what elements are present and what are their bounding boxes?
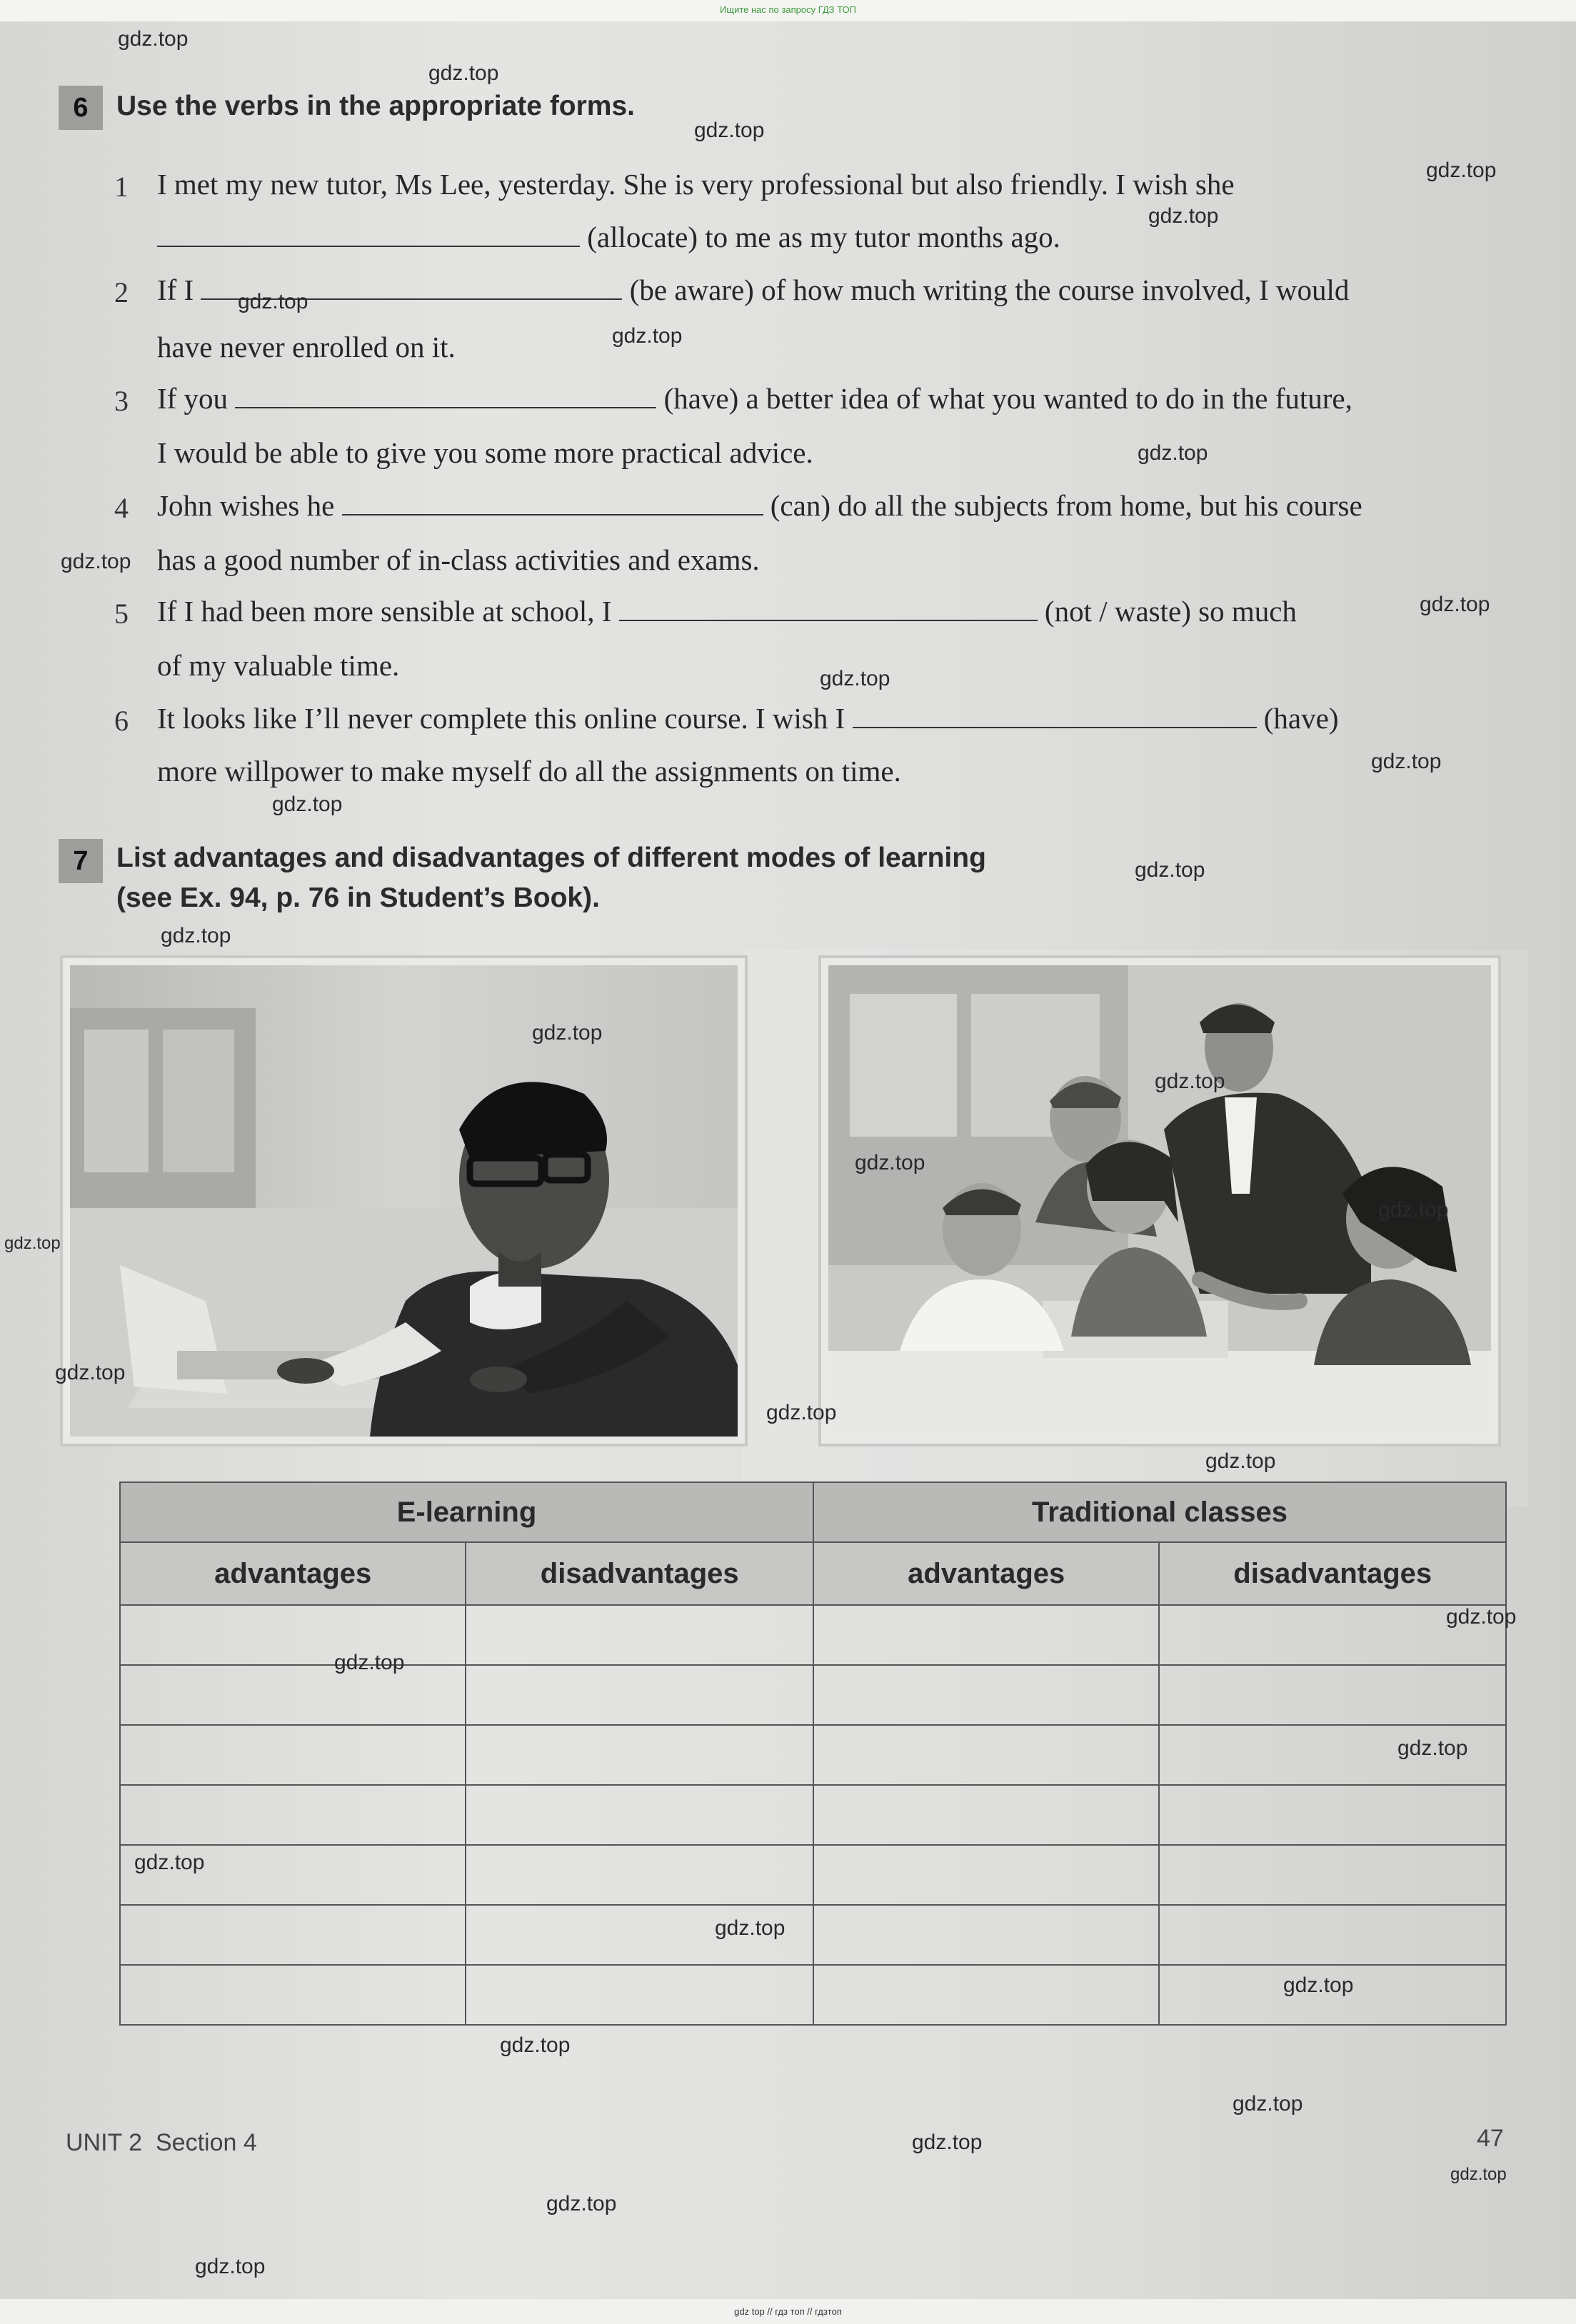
watermark: gdz.top bbox=[1283, 1973, 1354, 1997]
watermark: gdz.top bbox=[855, 1151, 925, 1174]
item-2-text: If I bbox=[157, 273, 194, 306]
table-cell[interactable] bbox=[1159, 1845, 1506, 1905]
item-1-text: I met my new tutor, Ms Lee, yesterday. She is very professional but also friendly. I wish she bbox=[157, 168, 1235, 201]
watermark: gdz.top bbox=[118, 27, 189, 51]
table-row bbox=[120, 1665, 1506, 1725]
watermark: gdz.top bbox=[61, 550, 131, 573]
item-4-text: John wishes he bbox=[157, 489, 335, 522]
watermark: gdz.top bbox=[1205, 1449, 1276, 1473]
table-cell[interactable] bbox=[1159, 1905, 1506, 1965]
item-6-number: 6 bbox=[114, 705, 129, 737]
learning-modes-table bbox=[119, 1482, 1507, 2026]
table-cell[interactable] bbox=[813, 1665, 1159, 1725]
item-2-number: 2 bbox=[114, 276, 129, 308]
watermark: gdz.top bbox=[334, 1651, 405, 1674]
table-cell[interactable] bbox=[120, 1605, 466, 1665]
table-row bbox=[120, 1605, 1506, 1665]
footer-unit-label: UNIT 2 bbox=[66, 2129, 143, 2156]
header-e-learning: E-learning bbox=[120, 1482, 813, 1542]
item-4-number: 4 bbox=[114, 492, 129, 524]
answer-blank-6[interactable] bbox=[853, 703, 1257, 728]
item-5-line-1 bbox=[157, 594, 1297, 628]
answer-blank-4[interactable] bbox=[342, 490, 763, 515]
watermark: gdz.top bbox=[820, 667, 890, 690]
watermark: gdz.top bbox=[1450, 2165, 1507, 2184]
item-1-line-1 bbox=[157, 167, 1235, 201]
watermark: gdz.top bbox=[1155, 1070, 1225, 1093]
table-row bbox=[120, 1905, 1506, 1965]
top-banner-text: Ищите нас по запросу ГДЗ ТОП bbox=[720, 4, 856, 15]
table-cell[interactable] bbox=[813, 1845, 1159, 1905]
watermark: gdz.top bbox=[694, 119, 765, 142]
item-6-text: It looks like I’ll never complete this online course. I wish I bbox=[157, 702, 845, 735]
item-1-number: 1 bbox=[114, 171, 129, 203]
header-e-learning-advantages: advantages bbox=[120, 1542, 466, 1605]
table-cell[interactable] bbox=[813, 1725, 1159, 1785]
watermark: gdz.top bbox=[1148, 204, 1219, 228]
watermark: gdz.top bbox=[766, 1401, 837, 1424]
item-6-verb: (have) bbox=[1263, 702, 1339, 735]
table-cell[interactable] bbox=[466, 1965, 813, 2025]
watermark: gdz.top bbox=[1397, 1736, 1468, 1760]
exercise-6-title: Use the verbs in the appropriate forms. bbox=[116, 91, 636, 121]
watermark: gdz.top bbox=[4, 1234, 61, 1253]
table-sub-header-row bbox=[120, 1542, 1506, 1605]
item-4-line-1 bbox=[157, 488, 1362, 523]
item-4-line-2: has a good number of in-class activities and exams. bbox=[157, 543, 760, 576]
watermark: gdz.top bbox=[1138, 441, 1208, 465]
table-cell[interactable] bbox=[1159, 1785, 1506, 1845]
watermark: gdz.top bbox=[161, 924, 231, 947]
watermark: gdz.top bbox=[546, 2192, 617, 2215]
item-2-line-2: have never enrolled on it. bbox=[157, 331, 456, 363]
watermark: gdz.top bbox=[1420, 593, 1490, 616]
table-row bbox=[120, 1725, 1506, 1785]
e-learning-student-illustration bbox=[70, 965, 738, 1437]
exercise-7-title-line-2: (see Ex. 94, p. 76 in Student’s Book). bbox=[116, 882, 600, 913]
exercise-7-title-line-1: List advantages and disadvantages of different modes of learning bbox=[116, 842, 986, 873]
header-traditional-advantages: advantages bbox=[813, 1542, 1159, 1605]
item-1-verb: (allocate) to me as my tutor months ago. bbox=[587, 221, 1060, 253]
watermark: gdz.top bbox=[195, 2255, 266, 2278]
table-cell[interactable] bbox=[466, 1605, 813, 1665]
item-3-text: If you bbox=[157, 382, 229, 415]
item-4-verb: (can) do all the subjects from home, but his course bbox=[770, 489, 1362, 522]
item-1-line-2 bbox=[157, 220, 1060, 254]
bleed-through bbox=[821, 86, 1464, 107]
item-3-line-2: I would be able to give you some more practical advice. bbox=[157, 436, 813, 469]
table-cell[interactable] bbox=[813, 1905, 1159, 1965]
footer-section-label: Section 4 bbox=[155, 2129, 257, 2156]
watermark: gdz.top bbox=[612, 324, 683, 348]
table-cell[interactable] bbox=[466, 1665, 813, 1725]
table-cell[interactable] bbox=[120, 1905, 466, 1965]
table-cell[interactable] bbox=[1159, 1665, 1506, 1725]
watermark: gdz.top bbox=[1426, 159, 1497, 182]
answer-blank-1[interactable] bbox=[157, 221, 580, 247]
watermark: gdz.top bbox=[428, 61, 499, 85]
exercise-6-number: 6 bbox=[59, 86, 103, 130]
table-row bbox=[120, 1845, 1506, 1905]
item-3-number: 3 bbox=[114, 385, 129, 417]
bottom-banner-text: gdz top // гдз топ // гдзтоп bbox=[734, 2306, 842, 2317]
watermark: gdz.top bbox=[500, 2033, 571, 2057]
item-2-verb: (be aware) of how much writing the course involved, I would bbox=[629, 273, 1350, 306]
header-traditional-classes: Traditional classes bbox=[813, 1482, 1506, 1542]
watermark: gdz.top bbox=[1233, 2092, 1303, 2116]
watermark: gdz.top bbox=[272, 793, 343, 816]
item-5-verb: (not / waste) so much bbox=[1044, 595, 1297, 628]
watermark: gdz.top bbox=[532, 1021, 603, 1045]
watermark: gdz.top bbox=[55, 1361, 126, 1384]
table-cell[interactable] bbox=[813, 1605, 1159, 1665]
page-number: 47 bbox=[1477, 2125, 1504, 2152]
item-6-line-1 bbox=[157, 701, 1338, 735]
bottom-banner bbox=[0, 2299, 1576, 2324]
photo-e-learning bbox=[70, 965, 738, 1437]
item-5-line-2: of my valuable time. bbox=[157, 649, 400, 682]
table-cell[interactable] bbox=[813, 1785, 1159, 1845]
item-5-number: 5 bbox=[114, 598, 129, 630]
item-2-line-1 bbox=[157, 273, 1349, 307]
table-cell[interactable] bbox=[466, 1785, 813, 1845]
table-cell[interactable] bbox=[120, 1665, 466, 1725]
item-6-line-2: more willpower to make myself do all the assignments on time. bbox=[157, 755, 901, 788]
table-cell[interactable] bbox=[466, 1725, 813, 1785]
answer-blank-3[interactable] bbox=[235, 383, 656, 408]
header-e-learning-disadvantages: disadvantages bbox=[466, 1542, 813, 1605]
table-cell[interactable] bbox=[120, 1965, 466, 2025]
watermark: gdz.top bbox=[1378, 1198, 1449, 1222]
top-banner bbox=[0, 0, 1576, 21]
table-cell[interactable] bbox=[813, 1965, 1159, 2025]
watermark: gdz.top bbox=[715, 1916, 786, 1940]
item-3-line-1 bbox=[157, 381, 1352, 416]
footer-unit bbox=[66, 2129, 257, 2157]
answer-blank-5[interactable] bbox=[619, 595, 1038, 621]
table-cell[interactable] bbox=[120, 1785, 466, 1845]
item-5-text: If I had been more sensible at school, I bbox=[157, 595, 612, 628]
watermark: gdz.top bbox=[912, 2131, 983, 2154]
watermark: gdz.top bbox=[1135, 858, 1205, 882]
watermark: gdz.top bbox=[238, 290, 308, 313]
item-3-verb: (have) a better idea of what you wanted to do in the future, bbox=[663, 382, 1352, 415]
watermark: gdz.top bbox=[1371, 750, 1442, 773]
watermark: gdz.top bbox=[1446, 1605, 1517, 1629]
header-traditional-disadvantages: disadvantages bbox=[1159, 1542, 1506, 1605]
watermark: gdz.top bbox=[134, 1851, 205, 1874]
table-row bbox=[120, 1785, 1506, 1845]
table-group-header-row bbox=[120, 1482, 1506, 1542]
exercise-7-number: 7 bbox=[59, 839, 103, 883]
table-cell[interactable] bbox=[120, 1725, 466, 1785]
table-cell[interactable] bbox=[466, 1845, 813, 1905]
